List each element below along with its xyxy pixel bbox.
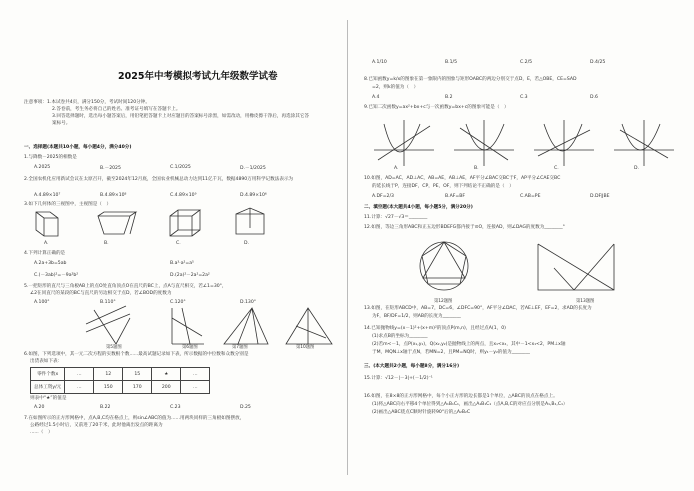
table-cell: 12: [94, 368, 123, 381]
table-cell: 15: [123, 368, 152, 381]
q6-option-a: A.20: [34, 405, 45, 410]
q8-option-b: B.2: [445, 95, 453, 100]
q2-option-b: B.4.89×10⁸: [100, 193, 127, 198]
fig-7-caption: 第7题图: [232, 345, 248, 350]
q5-stem: 5.一把矩形的直尺与三角板AB上的点O处直角顶点O在直尺的BC上，点A与直尺相交，若∠1=30°，: [24, 284, 227, 289]
table-row: [31, 381, 210, 394]
note-1: 注意事项：1.本试卷共4页，满分150分，考试时间120分钟。: [24, 100, 150, 105]
q7-stem-3: ......（ ）: [30, 430, 53, 435]
q7-option-b: B.1/5: [445, 60, 458, 65]
q6-stem: 6.如图，下列选项中，其一元二次方程的实数根个数......最高试题记录如下表，所示数据的中位数和众数分别是: [24, 352, 249, 357]
q7-stem-2: 公路经过1.5小时后，又前进了20千米，此时他离出发点的距离为: [30, 423, 163, 428]
q7-option-c: C.2/5: [520, 60, 533, 65]
q10-option-d: D.DF∥BE: [590, 194, 610, 199]
table-cell: …: [181, 381, 210, 394]
q3-option-c: C.: [176, 241, 181, 246]
q3-solid-figures: [32, 208, 292, 240]
q8-option-a: A.4: [372, 95, 380, 100]
fig-10-caption: 第10题图: [296, 345, 315, 350]
q2-stem: 2.全国农机化应用新试会议在太原召开，截至2024年12月底，全国农业机械总动力达到11亿千瓦，数据4890万用科学记数法表示为: [24, 177, 294, 182]
q10-option-c: C.AB=PE: [520, 194, 541, 199]
q1-option-d: D.－1/2025: [240, 166, 266, 171]
q16-part-1: (1)将△ABC向右平移4个单位得到△A₁B₁C₁，画出△A₁B₁C₁（点A,B,C的对应点分别是A₁,B₁,C₁）: [372, 402, 568, 407]
q6-option-d: D.25: [240, 405, 251, 410]
q13-stem: 13.如图，在矩形ABCD中，AB=7，DC=6，∠DFC=90°，AF平分∠DAC，若AE⊥EF，EF=2，求AD的长度为: [364, 306, 592, 311]
q6-after: 则表中“★”的值是: [30, 396, 67, 401]
table-cell: ★: [152, 368, 181, 381]
q7-stem: 7.在如图所示的正方形网格中，点A,B,C均在格点上，则sin∠ABC的值为......用两块同样的三角板如图摆放，: [24, 416, 245, 421]
exam-title: 2025年中考模拟考试九年级数学试卷: [118, 71, 278, 82]
q7-option-a: A.1/10: [372, 60, 387, 65]
q4-option-a: A.2a+3b=5ab: [34, 261, 67, 266]
q8-option-c: C.3: [520, 95, 528, 100]
q1-option-a: A.2025: [34, 165, 51, 170]
left-column: [0, 0, 345, 491]
fig-6-caption: 第6题图: [182, 345, 198, 350]
table-cell: 200: [152, 381, 181, 394]
q4-option-b: B.a³·a²=a⁵: [170, 261, 194, 266]
figures-row-5-6-7-10: [86, 304, 336, 346]
q14-stem: 14.已知抛物线y=(x－1)²+(x+m)²的顶点P(m,n)，且经过点A(1，0): [364, 326, 506, 331]
table-row: [31, 368, 210, 381]
q6-stem-2: 出货表如下表：: [30, 359, 63, 364]
fig-12-caption: 第12题图: [434, 299, 453, 304]
q11-stem: 11.计算：√27－√3＝________: [364, 215, 428, 220]
q5-option-b: B.110°: [100, 300, 116, 305]
q1-option-b: B.－2025: [100, 166, 121, 171]
q14-part-2: (2)若m<－1，点P(x₁,y₁)，Q(x₂,y₂)是抛物线上的两点，且x₁<x₂，其中－1<x₁<2，PM⊥x轴: [372, 342, 566, 347]
q6-option-c: C.23: [170, 405, 181, 410]
q4-option-c: C.(－3ab)²=－9a²b²: [34, 273, 79, 278]
q10-option-b: B.AF=BF: [445, 194, 466, 199]
q3-option-d: D.: [244, 241, 249, 246]
table-cell: …: [65, 381, 94, 394]
section-3-heading: 三、(本大题共2小题，每小题8分，满分16分): [364, 364, 460, 369]
table-cell: 170: [123, 381, 152, 394]
section-2-heading: 二、填空题(本大题共4小题，每小题5分，满分20分): [364, 205, 473, 210]
note-4: 案标号。: [52, 121, 71, 126]
q3-stem: 3.如下几何体的三视图中，主视图是（ ）: [24, 202, 112, 207]
figures-12-13: [414, 238, 654, 296]
q2-option-d: D.4.89×10⁶: [240, 193, 267, 198]
q8-option-d: D.6: [590, 95, 598, 100]
q2-option-c: C.4.89×10⁹: [170, 193, 197, 198]
q9-option-c: C.: [554, 166, 559, 171]
q16-stem: 16.如图，在8×8的正方形网格中，每个小正方形的边长都是1个单位，△ABC的顶点在格点上。: [364, 394, 558, 399]
q12-stem: 12.如图，等边三角形ABC和正五边形BDEFG都内接于⊙O，连接AD，则∠DAG的度数为________°: [364, 225, 565, 230]
q4-stem: 4.下列计算正确的是: [24, 251, 66, 256]
q5-option-a: A.100°: [34, 300, 50, 305]
q10-stem-2: 的延长线于P，连接DF，CP，PE，OF，则下列结论不正确的是（ ）: [372, 184, 514, 189]
q14-part-2b: 于M，MQN⊥x轴于点N，若MN=2，且PM=NQ时，则y₁－y₂的值为________: [372, 350, 530, 355]
q8-stem: 8.已知函数y=k/x的图象在第一象限内的图象与矩形OABC的两边分别交于点D，E，若△OBE，CE=SAD: [364, 77, 577, 82]
q9-stem: 9.已知二次函数y=ax²+bx+c与一次函数y=bx+c的图象可能是（ ）: [364, 105, 509, 110]
note-3: 3.回答选择题时，选出每小题答案后，用铅笔把答题卡上对应题目的答案标号涂黑，如需改动，用橡皮擦干净后，再选涂其它答: [52, 114, 310, 119]
q6-option-b: B.22: [100, 405, 111, 410]
q9-option-d: D.: [634, 166, 639, 171]
q10-option-a: A.DF=2/3: [372, 194, 394, 199]
q6-table: [30, 367, 210, 394]
q9-option-a: A.: [394, 166, 399, 171]
q4-option-d: D.(2a)²－2a²=2a²: [170, 273, 210, 278]
q9-option-b: B.: [474, 166, 479, 171]
column-divider: [347, 20, 348, 475]
q15-stem: 15.计算：√12－|－3|+(－1/2)⁻¹: [364, 376, 433, 381]
q14-part-1: (1)求点B的坐标为________: [372, 334, 428, 339]
q10-stem: 10.如图，AD=AC，AD⊥AC，AB=AE，AB⊥AE，AF平分∠BAC交BC于F，AP平分∠CAE交BC: [364, 176, 561, 181]
table-cell: …: [65, 368, 94, 381]
right-column: [350, 0, 694, 491]
table-cell: 总体工资y/元: [31, 381, 65, 394]
table-cell: 零件个数x: [31, 368, 65, 381]
q1-stem: 1.与降数－2025的相数是: [24, 155, 77, 160]
q16-part-2: (2)画出△ABC绕点C顺时针旋转90°后的△A₂B₂C: [372, 410, 471, 415]
q7-option-d: D.4/25: [590, 60, 606, 65]
fig-5-caption: 第5题图: [106, 345, 122, 350]
q1-option-c: C.1/2025: [170, 165, 191, 170]
q3-option-b: B.: [104, 241, 109, 246]
q5-option-d: D.130°: [240, 300, 257, 305]
q5-stem-2: ∠2在同直尺的某段的BC与直尺的另边相交于点D，若∠BOD的度数为: [30, 291, 172, 296]
q3-option-a: A.: [44, 241, 49, 246]
q9-graphs: [374, 120, 674, 166]
q5-option-c: C.120°: [170, 300, 186, 305]
note-2: 2.答卷前，考生务必将自己的姓名、准考证号填写在答题卡上。: [52, 107, 181, 112]
table-cell: …: [181, 368, 210, 381]
table-cell: 150: [94, 381, 123, 394]
q13-stem-2: 为F，BF/DF=1/2，则AB的长度为________: [372, 314, 461, 319]
section-1-heading: 一、选择题(本题共10小题，每小题4分，满分40分): [24, 145, 132, 150]
q2-option-a: A.4.89×10⁷: [34, 193, 61, 198]
fig-13-caption: 第13题图: [576, 299, 595, 304]
q8-stem-2: =2，则k的值为（ ）: [372, 85, 419, 90]
